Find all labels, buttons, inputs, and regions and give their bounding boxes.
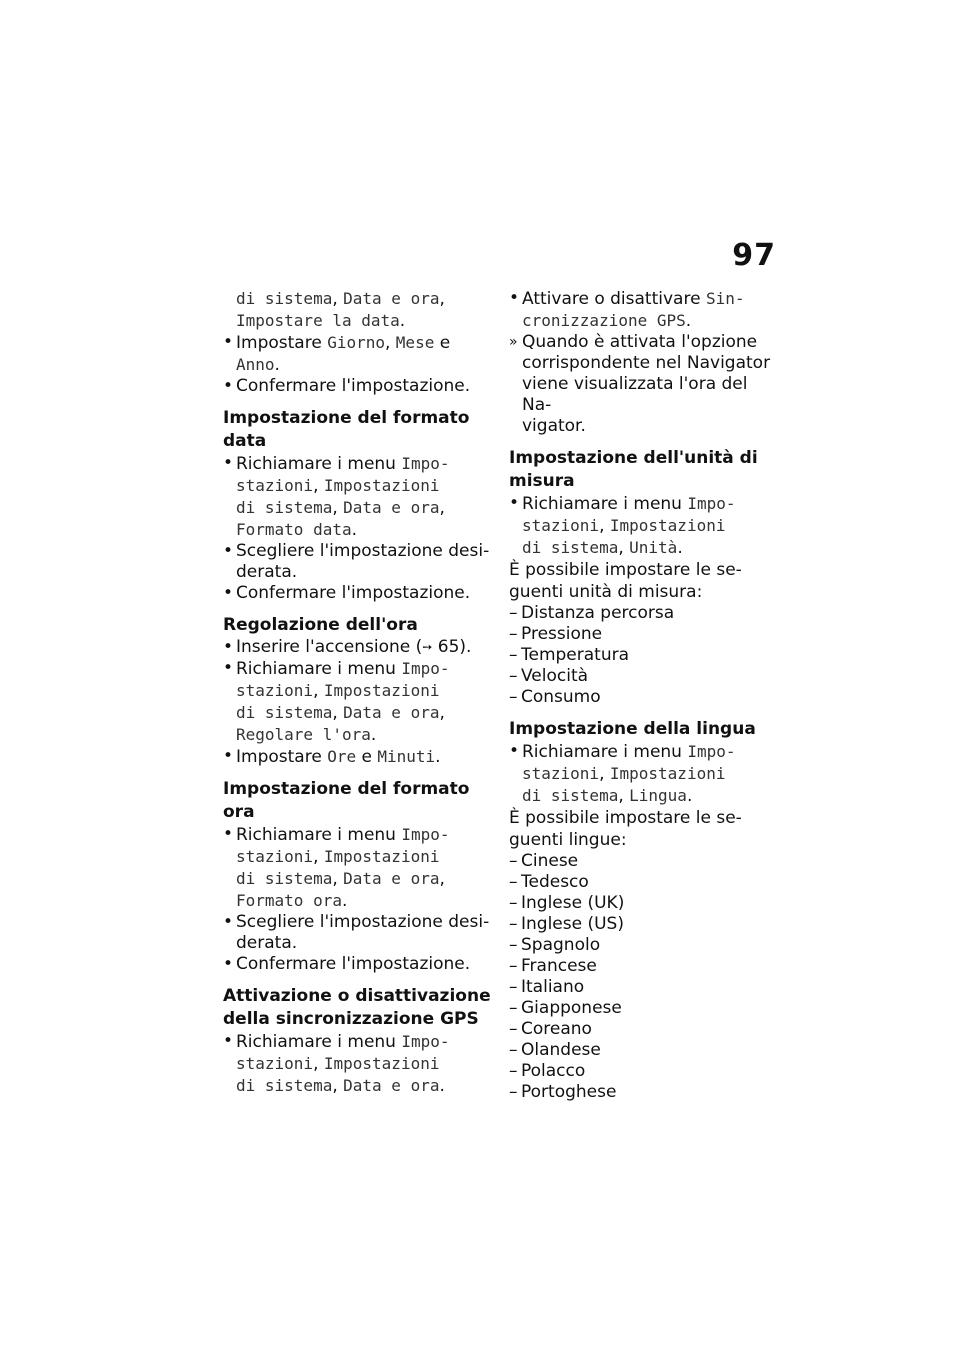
menu-path-item: Formato ora [236, 891, 342, 910]
menu-option: cronizzazione GPS [522, 311, 686, 330]
list-item: – Tedesco [509, 872, 779, 893]
paragraph-line: guenti unità di misura: [509, 582, 703, 602]
language-paragraph [509, 807, 779, 851]
instruction-ignition [223, 637, 493, 658]
list-item: – Inglese (UK) [509, 893, 779, 914]
list-item: – Cinese [509, 851, 779, 872]
menu-path-item: stazioni [236, 476, 314, 495]
heading-line: della sincronizzazione GPS [223, 1009, 479, 1029]
menu-option: Giorno [327, 333, 385, 352]
instruction-text: Richiamare i menu [236, 454, 396, 474]
heading-date-format: Impostazione del formato data [223, 408, 470, 451]
menu-path-continuation: di sistema, Data e ora, [236, 289, 445, 309]
conjunction: e [361, 747, 372, 767]
menu-path-item: stazioni [236, 681, 314, 700]
menu-option: Sin- [705, 289, 745, 308]
menu-path-item: Formato data [236, 520, 352, 539]
instruction-text: Inserire l'accensione ( [236, 637, 423, 657]
heading-line: Impostazione dell'unità di [509, 448, 758, 468]
menu-path-item: stazioni [522, 764, 600, 783]
menu-path-item: di sistema [236, 703, 333, 722]
list-item: – Italiano [509, 977, 779, 998]
menu-path-item: Impostazioni [323, 847, 440, 866]
instruction-call-menu: • Richiamare i menu Impo- stazioni, Impostazioni di sistema, Data e ora. [223, 1031, 493, 1097]
menu-path-item: Data e ora [343, 1076, 440, 1095]
menu-path-item: stazioni [236, 847, 314, 866]
menu-path-item: Impostazioni [609, 764, 726, 783]
instruction-choose [223, 912, 493, 954]
menu-path-item: Impo- [401, 659, 450, 678]
list-item: – Pressione [509, 624, 779, 645]
menu-path-item: Impostazioni [323, 476, 440, 495]
paragraph-line: È possibile impostare le se- [509, 808, 742, 828]
instruction-call-menu: • Richiamare i menu Impo- stazioni, Impostazioni di sistema, Data e ora, Regolare l'ora. [223, 658, 493, 746]
menu-option: Mese [395, 333, 435, 352]
instruction-call-menu: • Richiamare i menu Impo- stazioni, Impostazioni di sistema, Unità. [509, 493, 779, 559]
menu-path-item: di sistema [236, 289, 333, 308]
page-number: 97 [732, 238, 776, 273]
instruction-text: Impostare [236, 747, 322, 767]
instruction-text: Richiamare i menu [236, 1032, 396, 1052]
right-column [509, 288, 779, 1103]
menu-path-item: Data e ora [343, 289, 440, 308]
list-item: – Inglese (US) [509, 914, 779, 935]
menu-path-item: di sistema [236, 1076, 333, 1095]
result-note [509, 332, 779, 437]
menu-path-item: Impostazioni [323, 1054, 440, 1073]
heading-gps-sync [223, 985, 493, 1031]
menu-path-item: Impo- [401, 1032, 450, 1051]
menu-path-item: Impo- [401, 825, 450, 844]
instruction-text: Impostare [236, 333, 322, 353]
result-text: viene visualizzata l'ora del Na- [522, 374, 748, 415]
menu-path-item: Lingua [629, 786, 687, 805]
instruction-set-date: • Impostare Giorno, Mese e Anno. [223, 332, 493, 376]
paragraph-line: guenti lingue: [509, 830, 627, 850]
menu-path-item: Data e ora [343, 498, 440, 517]
list-item: – Olandese [509, 1040, 779, 1061]
instruction-confirm: • Confermare l'impostazione. [223, 376, 493, 397]
menu-path-item: Regolare l'ora [236, 725, 371, 744]
list-item: – Consumo [509, 687, 779, 708]
menu-path-item: di sistema [522, 786, 619, 805]
menu-path-item: di sistema [522, 538, 619, 557]
instruction-text: Richiamare i menu [522, 494, 682, 514]
menu-path-item: Impo- [687, 494, 736, 513]
instruction-text: Attivare o disattivare [522, 289, 701, 309]
instruction-text: Scegliere l'impostazione desi- [236, 541, 490, 561]
list-item: – Velocità [509, 666, 779, 687]
instruction-text: Scegliere l'impostazione desi- [236, 912, 490, 932]
instruction-text: Richiamare i menu [522, 742, 682, 762]
menu-option: Minuti [377, 747, 436, 766]
menu-path-item: Impostazioni [609, 516, 726, 535]
list-item: – Coreano [509, 1019, 779, 1040]
left-column [223, 288, 493, 1097]
instruction-text: Richiamare i menu [236, 659, 396, 679]
conjunction: e [439, 333, 451, 353]
instruction-gps-toggle: • Attivare o disattivare Sin- cronizzazione GPS. [509, 288, 779, 332]
instruction-text: derata. [236, 933, 298, 953]
menu-path-item: stazioni [522, 516, 600, 535]
paragraph-line: È possibile impostare le se- [509, 560, 742, 580]
list-item: – Francese [509, 956, 779, 977]
menu-path-continuation: Impostare la data. [236, 311, 406, 331]
menu-path-item: Unità [629, 538, 678, 557]
instruction-call-menu: • Richiamare i menu Impo- stazioni, Impostazioni di sistema, Data e ora, Formato data. [223, 453, 493, 541]
instruction-confirm: • Confermare l'impostazione. [223, 583, 493, 604]
menu-path-item: Data e ora [343, 703, 440, 722]
heading-line: misura [509, 471, 575, 491]
menu-path-item: Impostazioni [323, 681, 440, 700]
menu-path-item: stazioni [236, 1054, 314, 1073]
languages-list [509, 851, 779, 1103]
heading-units [509, 447, 779, 493]
menu-option: Anno [236, 355, 275, 374]
menu-path-item: di sistema [236, 498, 333, 517]
heading-language: Impostazione della lingua [509, 719, 756, 739]
result-text: corrispondente nel Navigator [522, 353, 771, 373]
menu-path-item: Impo- [687, 742, 736, 761]
instruction-confirm: • Confermare l'impostazione. [223, 954, 493, 975]
list-item: – Distanza percorsa [509, 603, 779, 624]
heading-time-format: Impostazione del formato ora [223, 779, 470, 822]
list-item: – Temperatura [509, 645, 779, 666]
page-reference: 65). [437, 637, 472, 657]
menu-path-item: Impostare la data [236, 311, 400, 330]
list-item: – Portoghese [509, 1082, 779, 1103]
instruction-call-menu: • Richiamare i menu Impo- stazioni, Impostazioni di sistema, Data e ora, Formato ora. [223, 824, 493, 912]
instruction-choose [223, 541, 493, 583]
menu-path-item: Data e ora [343, 869, 440, 888]
list-item: – Spagnolo [509, 935, 779, 956]
result-text: Quando è attivata l'opzione [522, 332, 758, 352]
units-list [509, 603, 779, 708]
menu-path-item: di sistema [236, 869, 333, 888]
menu-path-item: Impo- [401, 454, 450, 473]
instruction-call-menu: • Richiamare i menu Impo- stazioni, Impostazioni di sistema, Lingua. [509, 741, 779, 807]
instruction-text: Richiamare i menu [236, 825, 396, 845]
list-item: – Giapponese [509, 998, 779, 1019]
page-reference-arrow-icon: ➙ [422, 640, 433, 654]
heading-time-adjust: Regolazione dell'ora [223, 615, 418, 635]
result-text: vigator. [522, 416, 586, 436]
instruction-text: derata. [236, 562, 298, 582]
list-item: – Polacco [509, 1061, 779, 1082]
heading-line: Attivazione o disattivazione [223, 986, 491, 1006]
units-paragraph [509, 559, 779, 603]
instruction-set-time: • Impostare Ore e Minuti. [223, 746, 493, 768]
menu-option: Ore [327, 747, 357, 766]
